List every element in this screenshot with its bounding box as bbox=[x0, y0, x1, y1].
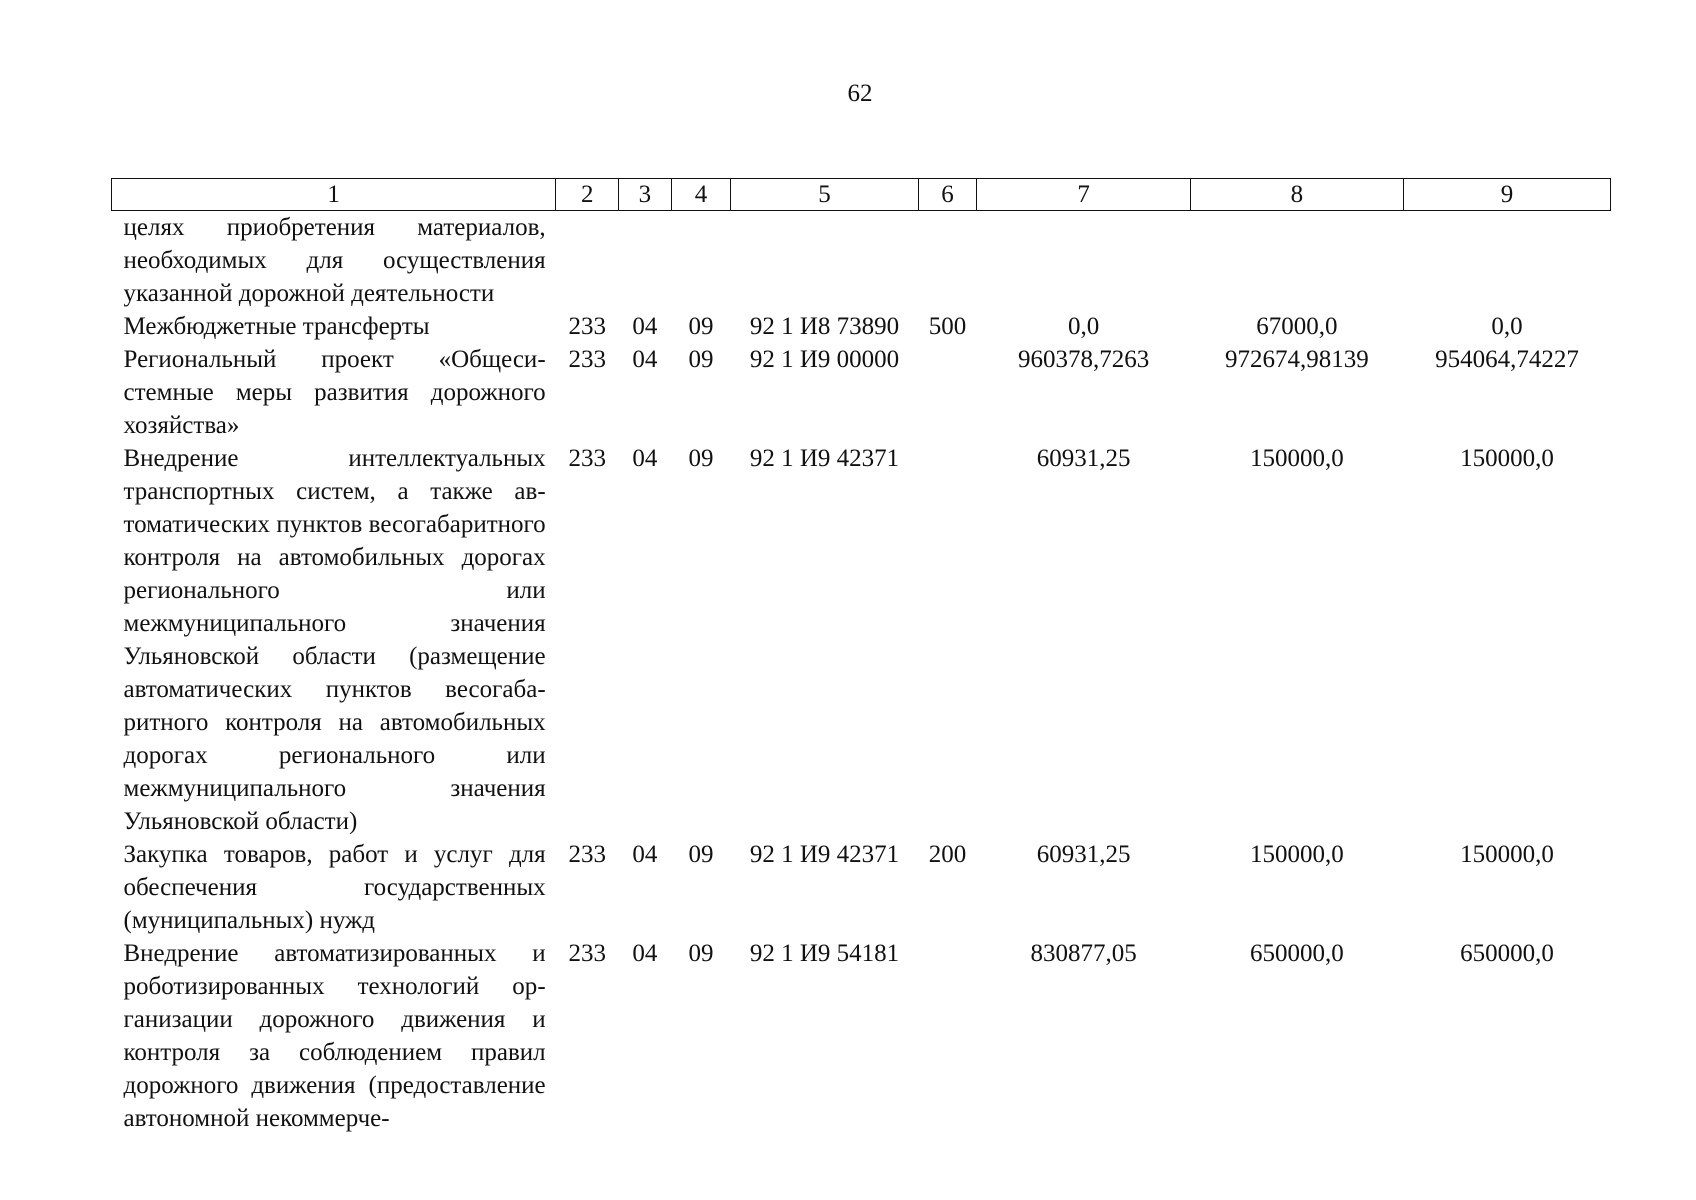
row-target-article: 92 1 И9 42371 bbox=[749, 841, 900, 868]
column-header-5: 5 bbox=[731, 179, 918, 211]
row-target-article bbox=[731, 211, 918, 311]
row-expense-kind bbox=[918, 937, 977, 1135]
row-expense-kind: 200 bbox=[928, 841, 967, 868]
table-row bbox=[112, 343, 1611, 442]
row-value-9 bbox=[1404, 211, 1611, 311]
row-subsection: 09 bbox=[688, 313, 714, 340]
row-value-8 bbox=[1190, 211, 1403, 311]
row-expense-kind: 500 bbox=[928, 313, 967, 340]
row-value-9: 150000,0 bbox=[1460, 445, 1554, 472]
row-target-article: 92 1 И9 42371 bbox=[749, 445, 900, 472]
table-row bbox=[112, 211, 1611, 311]
row-value-8: 150000,0 bbox=[1250, 841, 1344, 868]
row-value-8: 67000,0 bbox=[1256, 313, 1338, 340]
row-value-7: 960378,7263 bbox=[1017, 346, 1150, 373]
column-header-7: 7 bbox=[977, 179, 1190, 211]
row-target-article: 92 1 И8 73890 bbox=[749, 313, 900, 340]
row-admin-code: 233 bbox=[568, 940, 606, 967]
row-value-9: 954064,74227 bbox=[1435, 346, 1579, 373]
row-name: целях приобретения материалов, необходимых для осуществления указанной дорожной деятельности bbox=[123, 214, 546, 307]
row-value-9: 650000,0 bbox=[1460, 940, 1554, 967]
column-header-1: 1 bbox=[112, 179, 556, 211]
column-header-9: 9 bbox=[1404, 179, 1611, 211]
row-value-7: 0,0 bbox=[1067, 313, 1100, 340]
row-value-7: 60931,25 bbox=[1036, 841, 1131, 868]
row-admin-code bbox=[556, 211, 619, 311]
row-name: Межбюджетные трансферты bbox=[123, 313, 430, 340]
row-value-9: 150000,0 bbox=[1460, 841, 1554, 868]
row-admin-code: 233 bbox=[568, 313, 606, 340]
row-section: 04 bbox=[632, 313, 658, 340]
page-number: 62 bbox=[847, 80, 873, 107]
header-row bbox=[112, 179, 1611, 211]
row-admin-code: 233 bbox=[568, 841, 606, 868]
row-value-8: 972674,98139 bbox=[1225, 346, 1369, 373]
row-subsection: 09 bbox=[688, 940, 714, 967]
column-header-6: 6 bbox=[918, 179, 977, 211]
row-value-9: 0,0 bbox=[1491, 313, 1523, 340]
row-subsection: 09 bbox=[688, 841, 714, 868]
row-value-8: 650000,0 bbox=[1250, 940, 1344, 967]
row-section: 04 bbox=[632, 346, 658, 373]
row-admin-code: 233 bbox=[568, 445, 606, 472]
row-target-article: 92 1 И9 00000 bbox=[749, 346, 900, 373]
row-section: 04 bbox=[632, 940, 658, 967]
table-row bbox=[112, 937, 1611, 1135]
row-value-7: 830877,05 bbox=[1030, 940, 1137, 967]
budget-table bbox=[111, 178, 1611, 1135]
row-subsection bbox=[671, 211, 731, 311]
table-row bbox=[112, 442, 1611, 838]
row-subsection: 09 bbox=[688, 445, 714, 472]
column-header-8: 8 bbox=[1190, 179, 1403, 211]
row-value-7 bbox=[977, 211, 1190, 311]
table-row bbox=[112, 310, 1611, 343]
row-section: 04 bbox=[632, 445, 658, 472]
row-section: 04 bbox=[632, 841, 658, 868]
row-value-7: 60931,25 bbox=[1036, 445, 1131, 472]
row-section bbox=[619, 211, 671, 311]
row-expense-kind bbox=[918, 211, 977, 311]
table-row bbox=[112, 838, 1611, 937]
column-header-4: 4 bbox=[671, 179, 731, 211]
row-name: Внедрение интеллектуальных транспортных систем, а также автоматических пунктов весогабаритного контроля на автомобильных дорогах регионального или межмуниципального значения Ульяновской области (размещение автоматических пунктов весогабаритного контроля на автомобильных дорогах регионального или межмуниципального значения Ульяновской области) bbox=[123, 445, 546, 835]
column-header-2: 2 bbox=[556, 179, 619, 211]
row-target-article: 92 1 И9 54181 bbox=[749, 940, 900, 967]
row-name: Внедрение автоматизированных и роботизированных технологий организации дорожного движения и контроля за соблюдением правил дорожного движения (предоставление автономной некоммерче- bbox=[123, 940, 546, 1132]
row-value-8: 150000,0 bbox=[1250, 445, 1344, 472]
row-admin-code: 233 bbox=[568, 346, 606, 373]
row-name: Закупка товаров, работ и услуг для обеспечения государственных (муниципальных) нужд bbox=[123, 841, 546, 934]
row-expense-kind bbox=[918, 442, 977, 838]
row-subsection: 09 bbox=[688, 346, 714, 373]
row-name: Региональный проект «Общесистемные меры развития дорожного хозяйства» bbox=[123, 346, 546, 439]
column-header-3: 3 bbox=[619, 179, 671, 211]
row-expense-kind bbox=[918, 343, 977, 442]
